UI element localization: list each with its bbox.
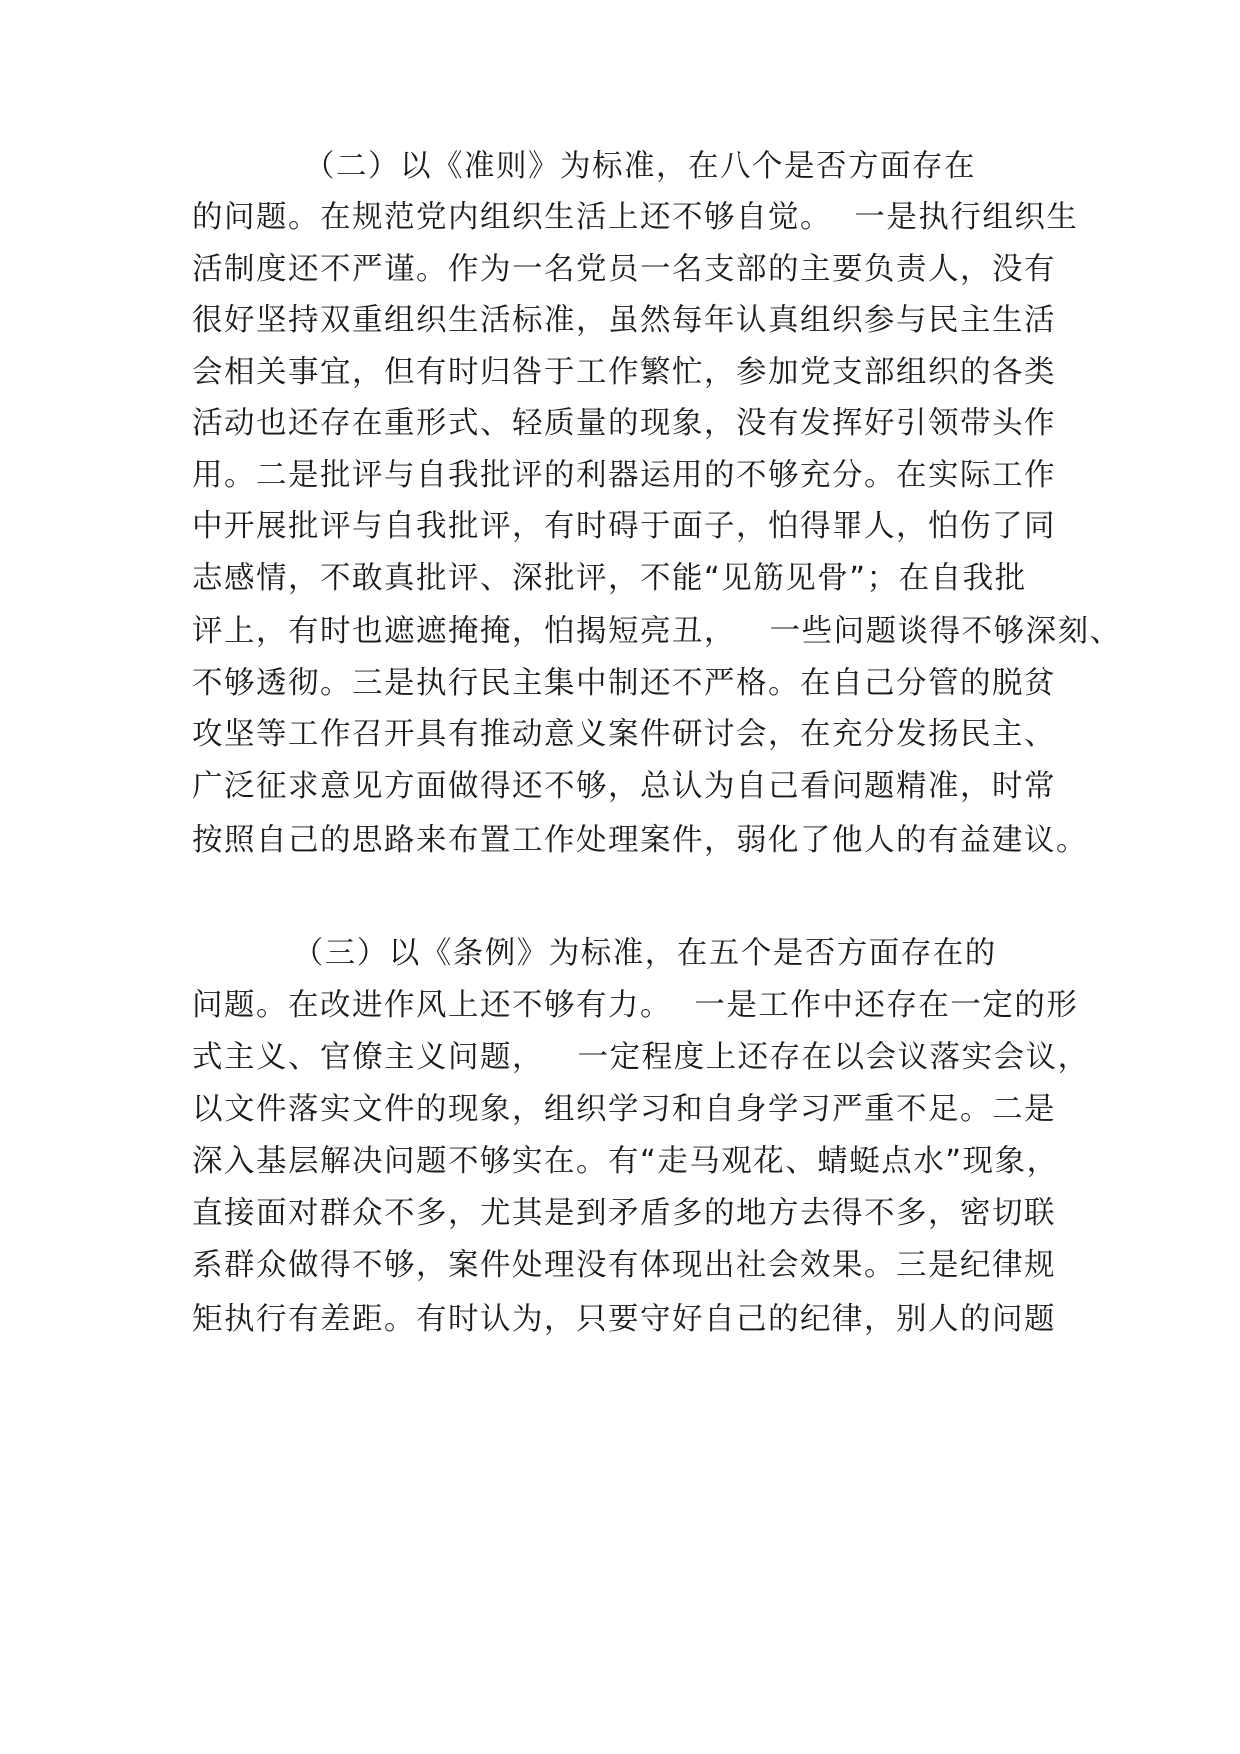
section-two-line-3: 活制度还不严谨。作为一名党员一名支部的主要负责人，没有: [192, 252, 1056, 287]
section-two-line-14: 按照自己的思路来布置工作处理案件，弱化了他人的有益建议。: [192, 823, 1088, 858]
section-two-line-4: 很好坚持双重组织生活标准，虽然每年认真组织参与民主生活: [192, 303, 1056, 338]
section-two-line-6: 活动也还存在重形式、轻质量的现象，没有发挥好引领带头作: [192, 406, 1056, 441]
section-two-line-8: 中开展批评与自我批评，有时碍于面子，怕得罪人，怕伤了同: [192, 509, 1056, 544]
section-two-line-7: 用。二是批评与自我批评的利器运用的不够充分。在实际工作: [192, 458, 1056, 493]
section-two-line-5: 会相关事宜，但有时归咎于工作繁忙，参加党支部组织的各类: [192, 355, 1056, 390]
section-two-line-11: 不够透彻。三是执行民主集中制还不严格。在自己分管的脱贫: [192, 666, 1056, 701]
section-three-line-3: 式主义、官僚主义问题， 一定程度上还存在以会议落实会议，: [192, 1040, 1090, 1075]
section-three-line-7: 系群众做得不够，案件处理没有体现出社会效果。三是纪律规: [192, 1248, 1056, 1283]
section-two-line-9: 志感情，不敢真批评、深批评，不能“见筋见骨”；在自我批: [192, 561, 1027, 596]
section-three-line-1: （三）以《条例》为标准，在五个是否方面存在的: [192, 936, 997, 971]
section-three-line-6: 直接面对群众不多，尤其是到矛盾多的地方去得不多，密切联: [192, 1196, 1056, 1231]
section-two-line-1: （二）以《准则》为标准，在八个是否方面存在: [192, 149, 976, 184]
section-two-line-12: 攻坚等工作召开具有推动意义案件研讨会，在充分发扬民主、: [192, 717, 1056, 752]
section-three-line-8: 矩执行有差距。有时认为，只要守好自己的纪律，别人的问题: [192, 1302, 1056, 1337]
section-two-line-10: 评上，有时也遮遮掩掩，怕揭短亮丑， 一些问题谈得不够深刻、: [192, 614, 1122, 649]
section-three-line-5: 深入基层解决问题不够实在。有“走马观花、蜻蜓点水”现象，: [192, 1144, 1059, 1179]
section-two-line-2: 的问题。在规范党内组织生活上还不够自觉。 一是执行组织生: [192, 200, 1079, 235]
section-two-line-13: 广泛征求意见方面做得还不够，总认为自己看问题精准，时常: [192, 769, 1056, 804]
section-three-line-2: 问题。在改进作风上还不够有力。 一是工作中还存在一定的形: [192, 988, 1079, 1023]
section-three-line-4: 以文件落实文件的现象，组织学习和自身学习严重不足。二是: [192, 1092, 1056, 1127]
